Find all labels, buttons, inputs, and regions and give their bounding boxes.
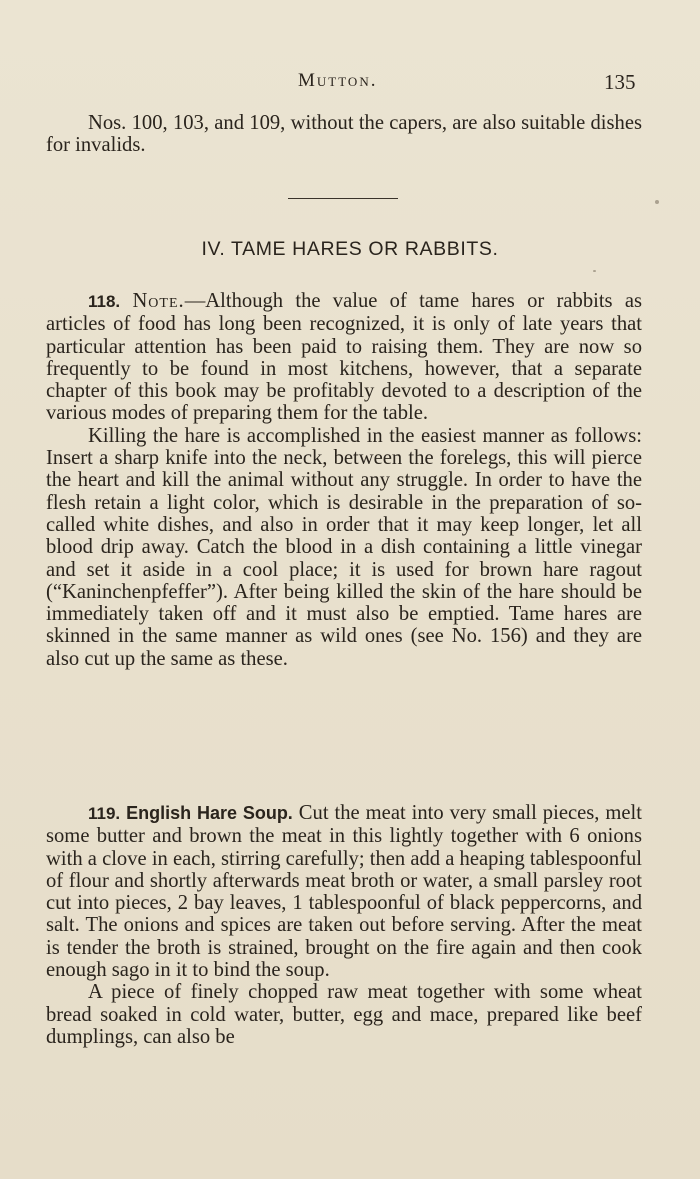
section-heading: IV. TAME HARES OR RABBITS. — [201, 238, 499, 260]
intro-text: Nos. 100, 103, and 109, without the capers, are also suitable dishes for invalids. — [46, 112, 642, 157]
note-paragraph-2: Killing the hare is accomplished in the easiest manner as follows: Insert a sharp knife into the neck, between the forelegs, this will pierce the heart and kill the animal without any struggle. In order to have the flesh retain a light color, which is desirable in the preparation of so-called white dishes, and also in order that it may keep longer, let all blood drip away. Catch the blood in a dish containing a little vinegar and set it aside in a cool place; it is used for brown hare ragout (“Kaninchenpfeffer”). After being killed the skin of the hare should be immediately taken off and it must also be emptied. Tame hares are skinned in the same manner as wild ones (see No. 156) and they are also cut up the same as these. — [46, 424, 642, 670]
paper-speck — [655, 200, 659, 204]
recipe-title: English Hare Soup. — [126, 803, 293, 823]
intro-paragraph — [46, 112, 642, 157]
paper-speck — [593, 270, 596, 272]
section-divider — [288, 198, 398, 199]
note-label: Note. — [132, 290, 185, 312]
recipe-text-1: Cut the meat into very small pieces, melt some butter and brown the meat in this lightly together with 6 onions with a clove in each, stirring carefully; then add a heaping tablespoonful of flour and shortly afterwards meat broth or water, a small parsley root cut into pieces, 2 bay leaves, 1 tablespoonful of black peppercorns, and salt. The onions and spices are taken out before serving. After the meat is tender the broth is strained, brought on the fire again and then cook enough sago in it to bind the soup. — [46, 802, 642, 982]
recipe-number: 119. — [88, 804, 121, 823]
recipe-paragraph-2: A piece of finely chopped raw meat together with some wheat bread soaked in cold water, butter, egg and mace, prepared like beef dumplings, can also be — [46, 981, 642, 1048]
running-head — [0, 66, 700, 96]
note-text-1: —Although the value of tame hares or rabbits as articles of food has long been recognized, it is only of late years that particular attention has been paid to raising them. They are now so frequently to be found in most kitchens, however, that a separate chapter of this book may be profitably devoted to a description of the various modes of preparing them for the table. — [46, 290, 642, 425]
recipe-section — [46, 802, 642, 1048]
note-number: 118. — [88, 292, 121, 311]
page-number: 135 — [604, 70, 636, 94]
note-section — [46, 290, 642, 670]
note-paragraph-1 — [46, 290, 642, 425]
running-title: Mutton. — [298, 70, 378, 91]
recipe-paragraph-1 — [46, 802, 642, 981]
